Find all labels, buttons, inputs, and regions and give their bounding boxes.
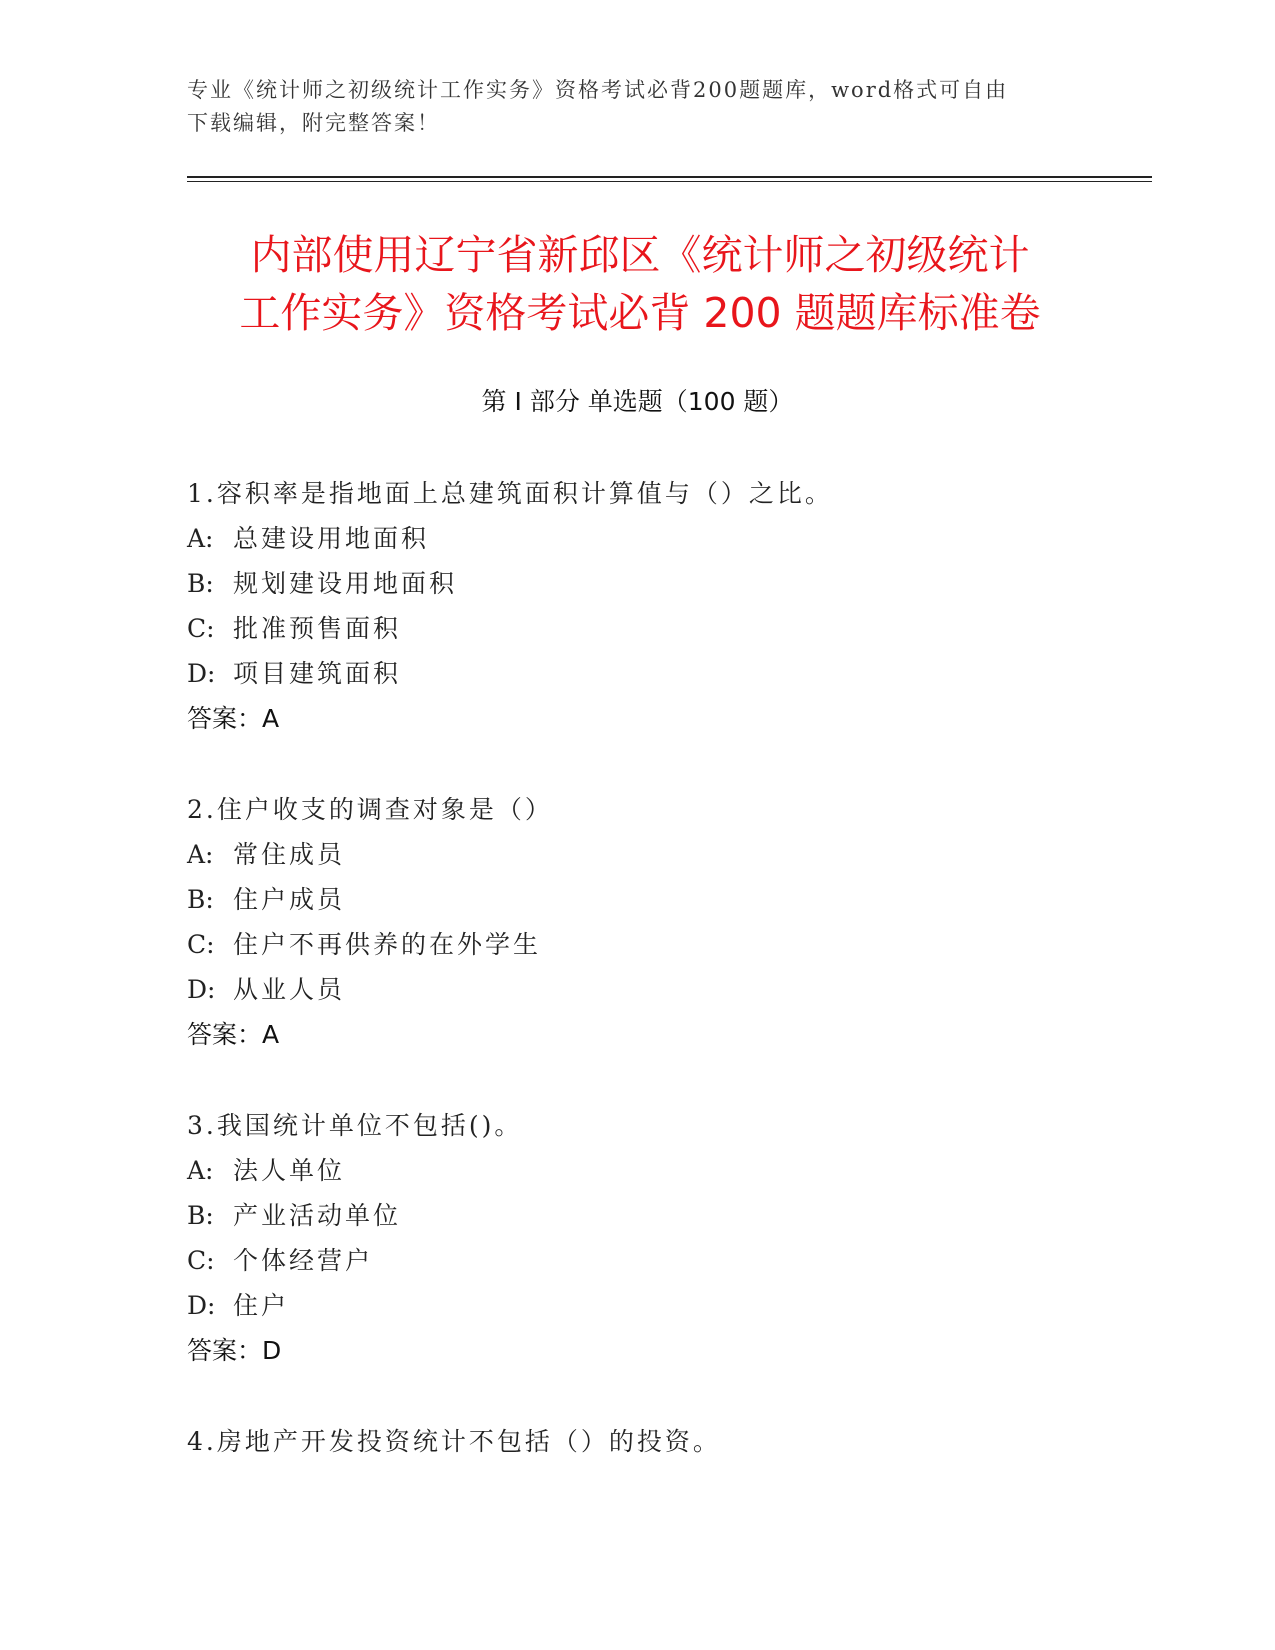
- header-note-line-1: 专业《统计师之初级统计工作实务》资格考试必背200题题库，word格式可自由: [187, 78, 1009, 102]
- option-c: [187, 606, 1087, 651]
- question-stem: 3.我国统计单位不包括()。: [187, 1111, 523, 1140]
- option-text: 产业活动单位: [233, 1201, 402, 1230]
- answer-label: 答案：: [187, 704, 263, 733]
- header-divider-thick: [187, 176, 1152, 178]
- option-text: 项目建筑面积: [233, 659, 402, 688]
- answer-value: A: [262, 704, 280, 733]
- option-d: [187, 651, 1087, 696]
- answer-label: 答案：: [187, 1020, 263, 1049]
- option-text: 从业人员: [233, 975, 346, 1004]
- option-a: [187, 832, 1087, 877]
- question-1: [187, 471, 1087, 741]
- option-text: 住户不再供养的在外学生: [233, 930, 542, 959]
- question-3: [187, 1103, 1087, 1373]
- option-key: D:: [187, 659, 216, 688]
- option-text: 规划建设用地面积: [233, 569, 458, 598]
- option-c: [187, 922, 1087, 967]
- option-b: [187, 1193, 1087, 1238]
- option-key: C:: [187, 1246, 215, 1275]
- question-stem: 1.容积率是指地面上总建筑面积计算值与（）之比。: [187, 479, 833, 508]
- option-text: 法人单位: [233, 1156, 346, 1185]
- option-key: B:: [187, 885, 214, 914]
- option-key: C:: [187, 930, 215, 959]
- option-key: A:: [187, 1156, 214, 1185]
- option-text: 住户: [233, 1291, 290, 1320]
- option-c: [187, 1238, 1087, 1283]
- answer-line: [187, 1012, 1087, 1057]
- option-text: 常住成员: [233, 840, 346, 869]
- option-text: 个体经营户: [233, 1246, 374, 1275]
- question-stem: 4.房地产开发投资统计不包括（）的投资。: [187, 1427, 721, 1456]
- answer-value: D: [262, 1336, 282, 1365]
- option-key: A:: [187, 840, 214, 869]
- option-key: A:: [187, 524, 214, 553]
- option-key: B:: [187, 569, 214, 598]
- header-note-line-2: 下载编辑，附完整答案！: [187, 111, 440, 135]
- option-key: C:: [187, 614, 215, 643]
- document-title-line-1: 内部使用辽宁省新邱区《统计师之初级统计: [250, 231, 1030, 279]
- answer-label: 答案：: [187, 1336, 263, 1365]
- option-d: [187, 967, 1087, 1012]
- answer-value: A: [262, 1020, 280, 1049]
- option-text: 总建设用地面积: [233, 524, 430, 553]
- header-note: [187, 74, 1087, 140]
- option-text: 批准预售面积: [233, 614, 402, 643]
- option-key: D:: [187, 1291, 216, 1320]
- option-d: [187, 1283, 1087, 1328]
- answer-line: [187, 696, 1087, 741]
- option-key: D:: [187, 975, 216, 1004]
- question-2: [187, 787, 1087, 1057]
- option-key: B:: [187, 1201, 214, 1230]
- question-stem: 2.住户收支的调查对象是（）: [187, 795, 553, 824]
- option-a: [187, 1148, 1087, 1193]
- option-text: 住户成员: [233, 885, 346, 914]
- question-4: [187, 1419, 1087, 1464]
- option-a: [187, 516, 1087, 561]
- section-heading: 第 I 部分 单选题（100 题）: [481, 387, 794, 416]
- answer-line: [187, 1328, 1087, 1373]
- header-divider-thin: [187, 181, 1152, 182]
- option-b: [187, 561, 1087, 606]
- option-b: [187, 877, 1087, 922]
- document-title: [190, 226, 1090, 342]
- document-title-line-2: 工作实务》资格考试必背 200 题题库标准卷: [239, 289, 1041, 337]
